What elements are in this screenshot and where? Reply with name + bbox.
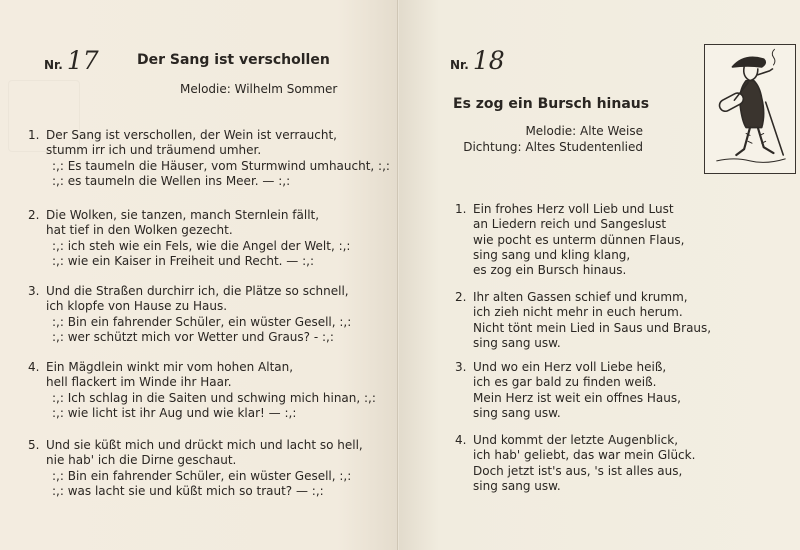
verse-line: wie pocht es unterm dünnen Flaus,	[473, 232, 685, 247]
verse-line: Die Wolken, sie tanzen, manch Sternlein fällt,	[46, 208, 320, 222]
song-number	[44, 46, 99, 75]
verse-2	[455, 290, 711, 351]
verse-line: sing sang usw.	[473, 478, 561, 493]
melody-credit: Melodie: Wilhelm Sommer	[180, 82, 338, 96]
verse-3	[455, 360, 681, 421]
walking-student-illustration	[704, 44, 796, 174]
walking-student-drawing	[705, 45, 795, 173]
verse-line: Der Sang ist verschollen, der Wein ist verraucht,	[46, 128, 337, 142]
verse-number: 3.	[455, 360, 467, 374]
verse-line: Mein Herz ist weit ein offnes Haus,	[473, 390, 681, 405]
verse-line: hat tief in den Wolken gezecht.	[46, 223, 233, 238]
refrain-line: :,: es taumeln die Wellen ins Meer. — :,:	[52, 173, 291, 188]
verse-line: sing sang und kling klang,	[473, 247, 631, 262]
refrain-line: :,: Es taumeln die Häuser, vom Sturmwind umhaucht, :,:	[52, 158, 390, 173]
song-number	[450, 46, 505, 75]
verse-5	[28, 438, 363, 499]
verse-line: ich es gar bald zu finden weiß.	[473, 375, 657, 390]
verse-4	[28, 360, 376, 421]
song-number-value: 17	[66, 46, 99, 75]
verse-line: stumm irr ich und träumend umher.	[46, 143, 262, 158]
song-title: Der Sang ist verschollen	[137, 52, 330, 68]
verse-number: 2.	[28, 208, 40, 222]
verse-line: Nicht tönt mein Lied in Saus und Braus,	[473, 320, 712, 335]
verse-number: 5.	[28, 438, 40, 452]
verse-number: 4.	[28, 360, 40, 374]
verse-line: an Liedern reich und Sangeslust	[473, 217, 667, 232]
verse-line: Und sie küßt mich und drückt mich und lacht so hell,	[46, 438, 363, 452]
verse-line: sing sang usw.	[473, 335, 561, 350]
verse-number: 4.	[455, 433, 467, 447]
verse-1	[455, 202, 685, 278]
verse-line: es zog ein Bursch hinaus.	[473, 263, 627, 278]
refrain-line: :,: Bin ein fahrender Schüler, ein wüster Gesell, :,:	[52, 314, 352, 329]
verse-line: sing sang usw.	[473, 405, 561, 420]
refrain-line: :,: wie ein Kaiser in Freiheit und Recht. — :,:	[52, 253, 315, 268]
song-title: Es zog ein Bursch hinaus	[453, 96, 650, 112]
verse-number: 1.	[28, 128, 40, 142]
song-number-label: Nr.	[450, 58, 469, 72]
refrain-line: :,: was lacht sie und küßt mich so traut? — :,:	[52, 483, 324, 498]
verse-number: 1.	[455, 202, 467, 216]
verse-line: Und die Straßen durchirr ich, die Plätze so schnell,	[46, 284, 349, 298]
verse-line: ich klopfe von Hause zu Haus.	[46, 299, 228, 314]
verse-number: 3.	[28, 284, 40, 298]
refrain-line: :,: wer schützt mich vor Wetter und Graus? - :,:	[52, 329, 334, 344]
verse-line: Und wo ein Herz voll Liebe heiß,	[473, 360, 667, 374]
verse-1	[28, 128, 390, 189]
verse-line: hell flackert im Winde ihr Haar.	[46, 375, 232, 390]
song-number-value: 18	[472, 46, 505, 75]
verse-2	[28, 208, 350, 269]
verse-line: nie hab' ich die Dirne geschaut.	[46, 453, 237, 468]
verse-line: Ein Mägdlein winkt mir vom hohen Altan,	[46, 360, 294, 374]
verse-line: Ihr alten Gassen schief und krumm,	[473, 290, 688, 304]
verse-line: ich hab' geliebt, das war mein Glück.	[473, 448, 696, 463]
refrain-line: :,: wie licht ist ihr Aug und wie klar! — :,:	[52, 405, 297, 420]
verse-number: 2.	[455, 290, 467, 304]
verse-line: ich zieh nicht mehr in euch herum.	[473, 305, 683, 320]
verse-line: Und kommt der letzte Augenblick,	[473, 433, 679, 447]
refrain-line: :,: Bin ein fahrender Schüler, ein wüster Gesell, :,:	[52, 468, 352, 483]
melody-credit: Melodie: Alte Weise	[525, 124, 643, 138]
verse-4	[455, 433, 695, 494]
lyrics-credit: Dichtung: Altes Studentenlied	[463, 140, 643, 154]
refrain-line: :,: ich steh wie ein Fels, wie die Angel der Welt, :,:	[52, 238, 351, 253]
left-page	[0, 0, 398, 550]
refrain-line: :,: Ich schlag in die Saiten und schwing mich hinan, :,:	[52, 390, 376, 405]
verse-3	[28, 284, 351, 345]
verse-line: Doch jetzt ist's aus, 's ist alles aus,	[473, 463, 683, 478]
verse-line: Ein frohes Herz voll Lieb und Lust	[473, 202, 674, 216]
song-number-label: Nr.	[44, 58, 63, 72]
